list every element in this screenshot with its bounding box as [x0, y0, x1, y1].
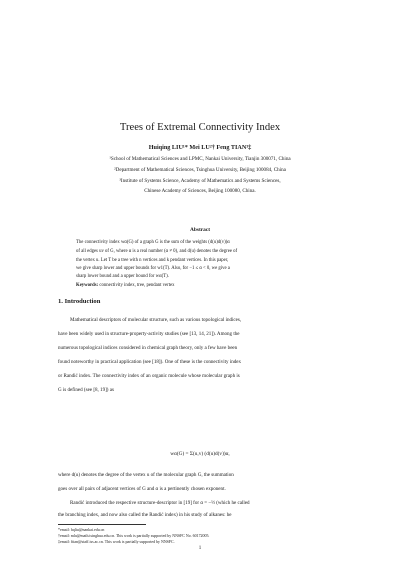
paper-title: Trees of Extremal Connectivity Index [119, 122, 281, 133]
footnote: *email: hqliu@nankai.edu.cn [58, 527, 105, 532]
keywords [76, 283, 328, 288]
equation: wα(G) = Σ(u,v) (d(u)d(v))α, [170, 451, 230, 457]
body-line: Mathematical descriptors of molecular structure, such as various topological indices, [70, 317, 242, 323]
body-line: Randić introduced the respective structure-descriptor in [19] for α = −½ (which he called [70, 500, 250, 506]
abstract-heading: Abstract [189, 227, 211, 233]
footnote-rule [58, 524, 146, 525]
affiliation-3-cont: Chinese Academy of Sciences, Beijing 100080, China. [144, 188, 256, 194]
body-line: where d(u) denotes the degree of the vertex u of the molecular graph G, the summation [58, 472, 234, 478]
body-line: goes over all pairs of adjacent vertices of G and α is a pertinently chosen exponent. [58, 486, 226, 492]
keywords-text: connectivity index, tree, pendant vertex [98, 283, 175, 288]
abstract-line: of all edges uv of G, where α is a real number (α ≠ 0), and d(u) denotes the degree of [76, 249, 238, 254]
body-line: the branching index, and now also called the Randić index) in his study of alkanes: he [58, 512, 232, 518]
body-line: have been widely used in structure-property-activity studies (see [13, 14, 21]). Among the [58, 331, 240, 337]
abstract-line: we give sharp lower and upper bounds for w1(T). Also, for −1 ≤ α < 0, we give a [76, 266, 230, 271]
affiliation-3: ³Institute of Systems Science, Academy of Mathematics and Systems Sciences, [119, 178, 281, 184]
body-line: numerous topological indices considered in chemical graph theory, only a few have been [58, 345, 238, 351]
keywords-label: Keywords: [76, 283, 99, 288]
affiliation-1: ¹School of Mathematical Sciences and LPMC, Nankai University, Tianjin 300071, China [109, 156, 291, 162]
body-line: or Randić index. The connectivity index of an organic molecule whose molecular graph is [58, 373, 240, 379]
abstract-line: sharp lower bound and a upper bound for wα(T). [76, 274, 169, 279]
author-list: Huiqing LIU¹* Mei LU²† Feng TIAN³‡ [148, 144, 252, 151]
section-heading: 1. Introduction [58, 298, 101, 305]
page-number: 1 [198, 546, 202, 551]
abstract-line: The connectivity index wα(G) of a graph G is the sum of the weights (d(u)d(v))α [76, 240, 230, 245]
affiliation-2: ²Department of Mathematical Sciences, Tsinghua University, Beijing 100084, China [114, 167, 286, 173]
abstract-line: the vertex u. Let T be a tree with n vertices and k pendant vertices. In this paper, [76, 258, 229, 263]
body-line: found noteworthy in practical application (see [18]). One of these is the connectivity index [58, 359, 242, 365]
footnote: ‡email: ftian@staff.iss.ac.cn. This work is partially supported by NNSFC. [58, 539, 175, 544]
footnote: †email: mlu@math.tsinghua.edu.cn. This work is partially supported by NNSFC No. 60172005. [58, 533, 210, 538]
body-line: G is defined (see [8, 19]) as [58, 387, 114, 393]
